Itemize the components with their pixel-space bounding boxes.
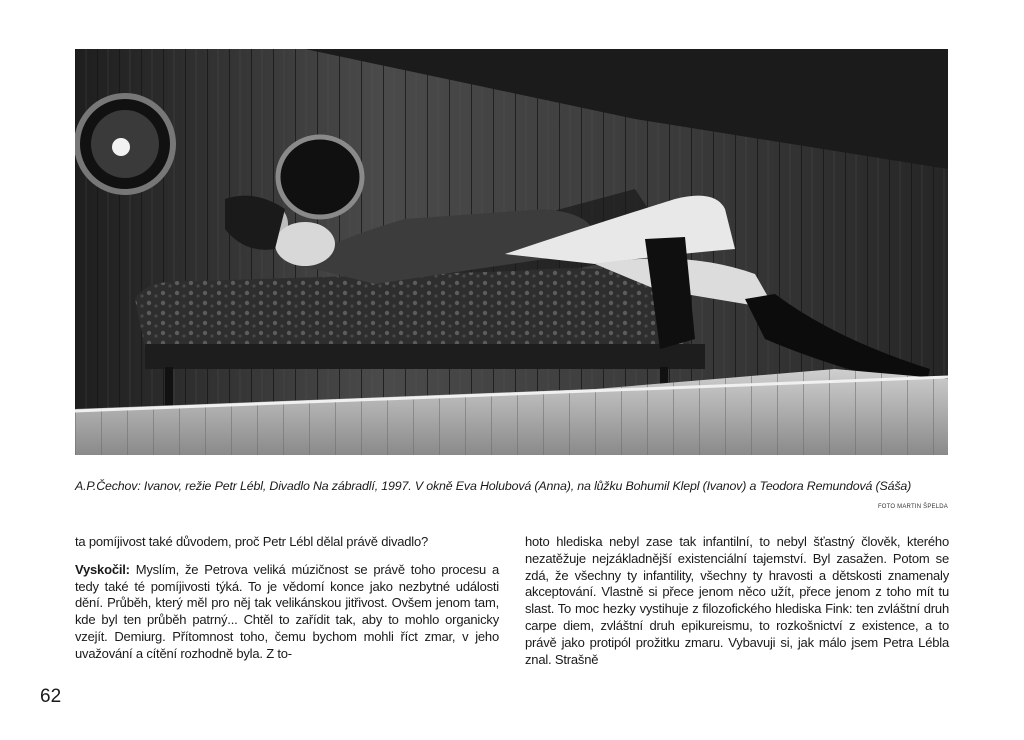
answer-text: Myslím, že Petrova veliká múzičnost se právě toho procesu a tedy také té pomíjivosti týká. To je vědomí konce jako nezbytné události dění. Průběh, který měl pro něj tak velikánskou jitřivost. Ovšem jenom tam, kde byl ten průběh patrný... Chtěl to zařídit tak, aby to mohlo organicky vzejít. Demiurg. Přítomnost toho, čemu bychom mohli říct zmar, v jeho uvažování a cítění rozhodně byla. Z to- <box>75 561 499 661</box>
question-text: ta pomíjivost také důvodem, proč Petr Lébl dělal právě divadlo? <box>75 534 429 549</box>
stage-photo-image <box>75 49 948 455</box>
photo-caption: A.P.Čechov: Ivanov, režie Petr Lébl, Divadlo Na zábradlí, 1997. V okně Eva Holubová (Anna), na lůžku Bohumil Klepl (Ivanov) a Teodora Remundová (Sáša) <box>75 479 912 493</box>
stage-photo <box>75 49 948 455</box>
text-column-left <box>75 534 499 663</box>
photo-credit: FOTO MARTIN ŠPELDA <box>877 504 948 510</box>
continued-text: hoto hlediska nebyl zase tak infantilní, to nebyl šťastný člověk, kterého nezatěžuje nejzákladnější existenciální tajemství. Byl zasažen. Potom se zdá, že všechny ty infantility, všechny ty hravosti a dětskosti znamenaly akceptování. Vlastně si přece jenom něco užít, přece jenom z toho mít tu slast. To moc hezky vystihuje z filozofického hlediska Fink: ten zvláštní druh carpe diem, zvláštní druh epikureismu, to rozkošnictví z existence, a to právě jako protipól prožitku zmaru. Vybavuji si, jak málo jsem Petra Lébla znal. Strašně <box>525 534 949 667</box>
page-number: 62 <box>40 686 62 707</box>
speaker-name: Vyskočil: <box>75 561 130 577</box>
answer-paragraph <box>75 562 499 663</box>
text-column-right <box>525 534 949 668</box>
